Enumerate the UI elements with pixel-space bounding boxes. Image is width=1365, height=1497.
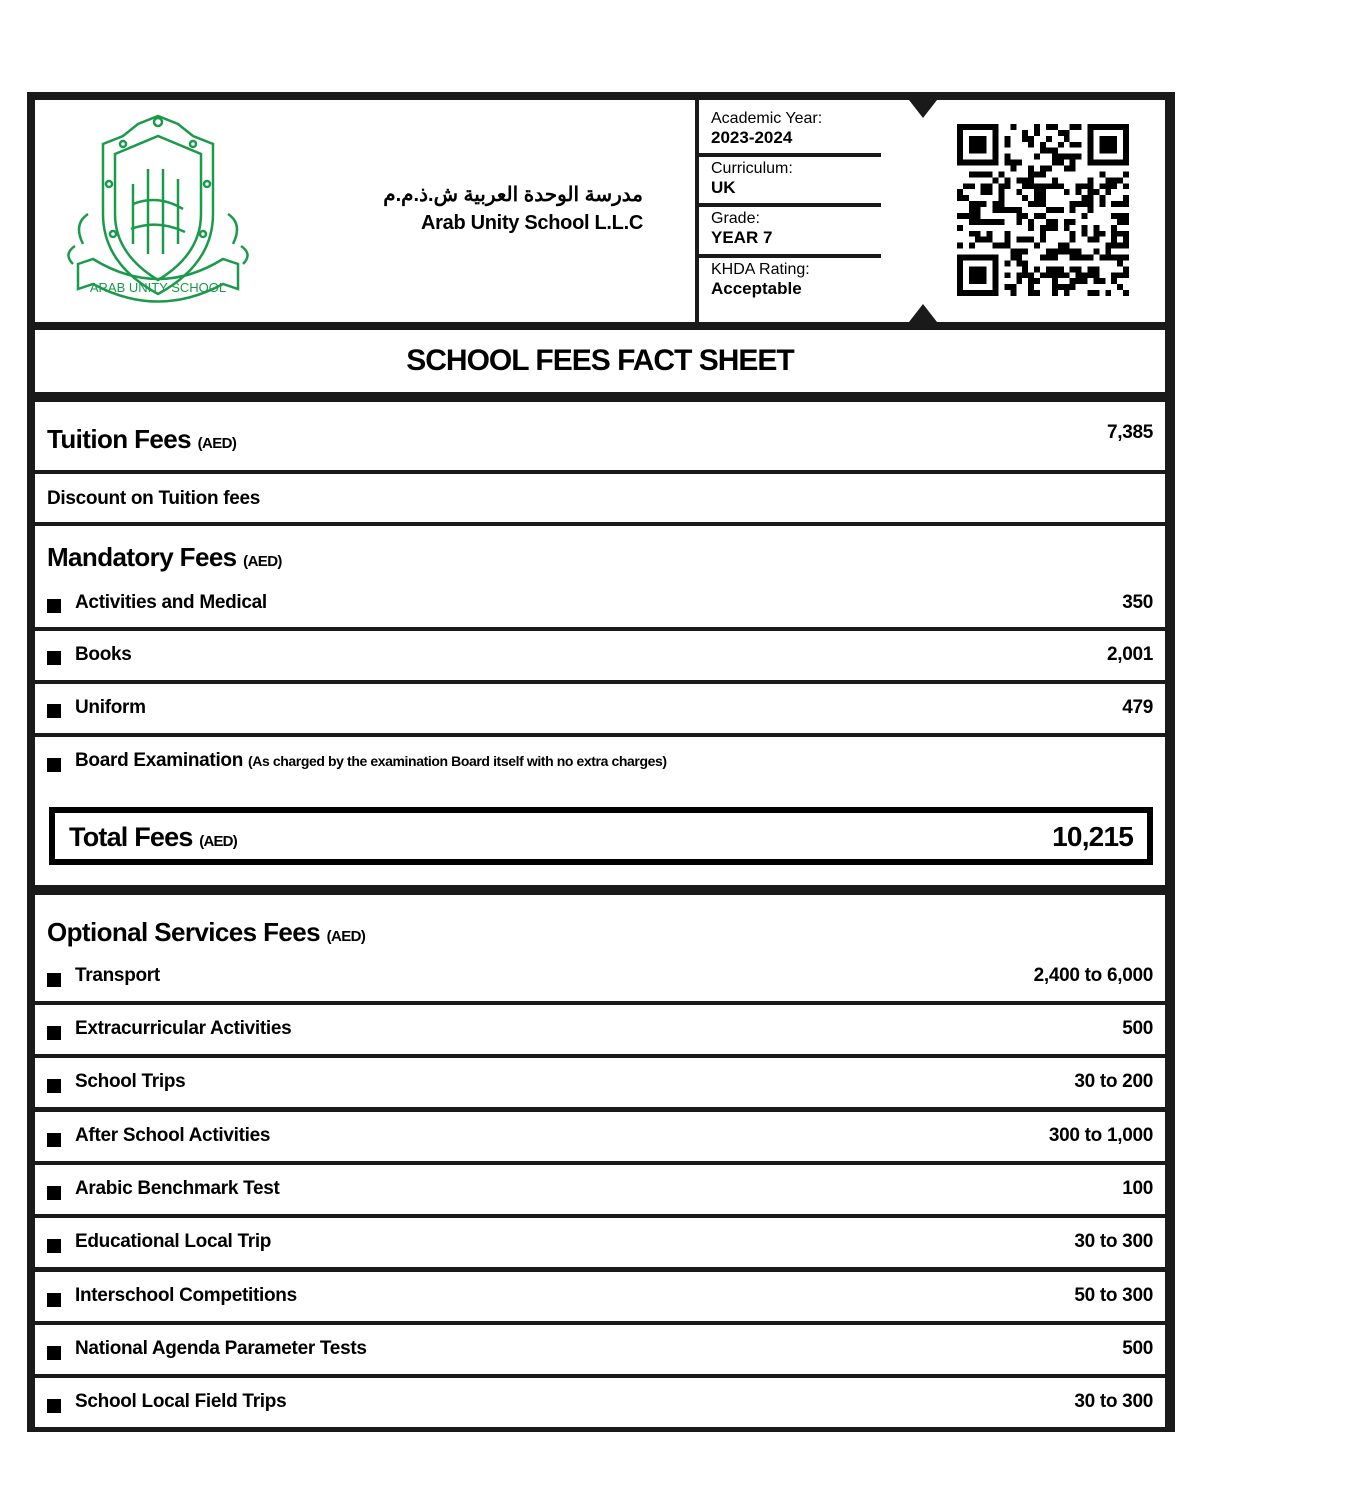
fee-item-label: National Agenda Parameter Tests (75, 1337, 367, 1359)
fee-item-label: Books (75, 644, 132, 665)
fee-item-row (35, 1272, 1165, 1321)
curriculum-cell (699, 160, 879, 197)
curriculum-value: UK (711, 178, 736, 197)
bullet-icon (47, 1399, 61, 1413)
triangle-marker-top (909, 100, 937, 118)
fee-item-row (35, 1218, 1165, 1267)
tuition-fees-row (35, 402, 1165, 470)
school-crest-logo (63, 114, 253, 306)
logo-text: ARAB UNITY SCHOOL (89, 280, 227, 295)
fee-item-row (35, 1378, 1165, 1427)
optional-fees-row (35, 895, 1165, 1001)
tuition-fees-value: 7,385 (1106, 422, 1153, 443)
grade-label: Grade: (711, 210, 760, 227)
fee-item-row (35, 1325, 1165, 1374)
divider (699, 254, 881, 258)
bullet-icon (47, 1239, 61, 1253)
fee-item-value: 30 to 300 (1074, 1391, 1153, 1413)
title-banner (35, 330, 1165, 392)
tuition-fees-heading: Tuition Fees (AED) (47, 424, 237, 454)
fee-item-value: 479 (1122, 697, 1153, 718)
fee-fact-sheet (27, 92, 1175, 1432)
grade-value: YEAR 7 (711, 228, 773, 247)
fee-item-value: 30 to 200 (1074, 1071, 1153, 1093)
fee-item-row (35, 1112, 1165, 1161)
fee-item-row (35, 684, 1165, 733)
fee-item-label: Extracurricular Activities (75, 1018, 292, 1039)
board-exam-and-total-row (35, 737, 1165, 885)
khda-rating-label: KHDA Rating: (711, 261, 810, 278)
bullet-icon (47, 599, 61, 613)
grade-cell (699, 210, 879, 247)
bullet-icon (47, 704, 61, 718)
fee-item-label: Uniform (75, 697, 146, 718)
academic-year-cell (699, 110, 879, 147)
fee-item-value: 2,400 to 6,000 (1033, 965, 1153, 986)
fee-item-row (35, 1058, 1165, 1107)
qr-code-icon[interactable] (957, 124, 1129, 296)
fee-item-value: 500 (1122, 1337, 1153, 1359)
bullet-icon (47, 1186, 61, 1200)
fee-item-label: Educational Local Trip (75, 1231, 272, 1253)
fee-item-label: Activities and Medical (75, 592, 267, 613)
fee-item-value: 300 to 1,000 (1048, 1124, 1153, 1146)
fee-item-value: 2,001 (1106, 644, 1153, 665)
fee-item-label: Transport (75, 965, 160, 986)
mandatory-fees-heading: Mandatory Fees (AED) (47, 542, 282, 572)
fee-item-label: Interschool Competitions (75, 1284, 297, 1306)
fee-item-value: 100 (1122, 1177, 1153, 1199)
page-title: SCHOOL FEES FACT SHEET (406, 344, 794, 377)
fee-item-row (35, 1005, 1165, 1054)
divider (699, 153, 881, 157)
fee-item-label: After School Activities (75, 1124, 271, 1146)
fee-item-row (35, 631, 1165, 680)
curriculum-label: Curriculum: (711, 160, 793, 177)
fee-item-value: 350 (1122, 592, 1153, 613)
triangle-marker-bottom (909, 304, 937, 322)
fee-item-row (35, 1165, 1165, 1214)
bullet-icon (47, 1079, 61, 1093)
total-fees-label: Total Fees (AED) (69, 822, 237, 852)
fee-item-value: 30 to 300 (1074, 1231, 1153, 1253)
school-info-panel (699, 100, 1165, 322)
total-fees-value: 10,215 (1052, 821, 1133, 852)
bullet-icon (47, 973, 61, 987)
divider (699, 203, 881, 207)
school-name-arabic: مدرسة الوحدة العربية ش.ذ.م.م (383, 184, 643, 206)
khda-rating-cell (699, 261, 879, 298)
bullet-icon (47, 651, 61, 665)
school-name-english: Arab Unity School L.L.C (421, 212, 643, 234)
bullet-icon (47, 1026, 61, 1040)
khda-rating-value: Acceptable (711, 279, 802, 298)
discount-label: Discount on Tuition fees (47, 488, 261, 509)
bullet-icon (47, 1346, 61, 1360)
mandatory-fees-row (35, 526, 1165, 627)
fee-item-label: Arabic Benchmark Test (75, 1177, 280, 1199)
fee-item-value: 50 to 300 (1074, 1284, 1153, 1306)
bullet-icon (47, 1133, 61, 1147)
academic-year-value: 2023-2024 (711, 128, 793, 147)
total-fees-box (49, 807, 1153, 865)
fee-item-label: School Local Field Trips (75, 1391, 287, 1413)
school-header (35, 100, 695, 322)
optional-fees-heading: Optional Services Fees (AED) (47, 917, 366, 947)
fee-item-label: School Trips (75, 1071, 186, 1093)
board-exam-label: Board Examination (As charged by the examination Board itself with no extra charges) (75, 750, 667, 771)
bullet-icon (47, 758, 61, 772)
academic-year-label: Academic Year: (711, 110, 823, 127)
bullet-icon (47, 1293, 61, 1307)
discount-row (35, 474, 1165, 522)
fee-item-value: 500 (1122, 1018, 1153, 1039)
